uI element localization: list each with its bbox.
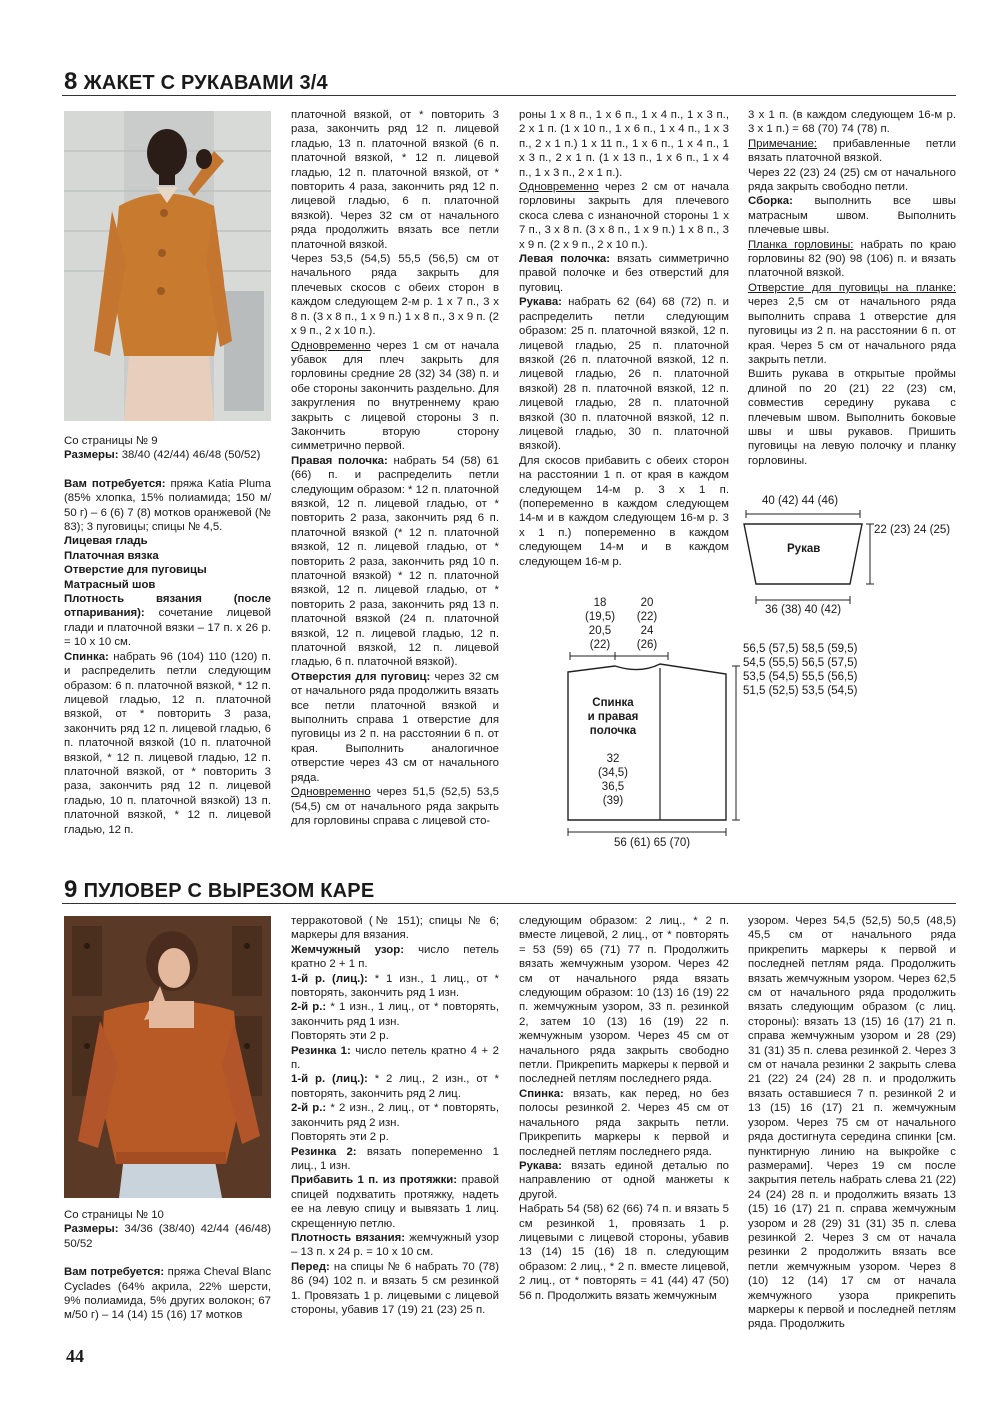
para: узором. Через 54,5 (52,5) 50,5 (48,5) 45,5 см от начального ряда прикрепить маркеры к первой и последней петлям ряда. Продолжить вязать жемчужным узором. Через 62,5 см от начального ряда продолжить вязать следующим образом (с лиц. стороны): вязать 13 (15) 16 (17) 21 п. справа жемчужным узором и 28 (29) 31 (31) 35 п. слева резинкой 2. Через 3 см от начала резинки 2 закрыть слева 21 (22) 24 (24) 28 п. и продолжить вязать оставшиеся 7 п. резинкой 2 и 13 (15) 16 (17) 21 п. жемчужным узором. Через 75 см от начального ряда достигнута середина спинки [см. пунктирную линию на выкройке с размерами]. Через 19 см после закрытия петель набрать слева 21 (22) 24 (24) 28 п. и продолжить вязать 13 (15) 16 (17) 21 п. справа жемчужным узором и 28 (29) 31 (31) 35 п. слева резинкой 2. Через 3 см от начала резинки 2 продолжить вязать все петли жемчужным узором. Через 8 (10) 12 (14) 17 см от начала жемчужного узора прикрепить маркеры к первой и последней петлям ряда. Продолжить — [748, 915, 956, 1331]
para: Вшить рукава в открытые проймы длиной по 20 (21) 22 (23) см, совместив середину рукава с плечевым швом. Выполнить боковые швы и швы рукавов. Пришить пуговицы на левую полочку и планку горловины. — [748, 368, 956, 467]
section8-col2 — [291, 108, 499, 828]
increase: Прибавить 1 п. из протяжки: правой спицей подхватить протяжку, надеть ее на левую спицу и вывязать 1 лиц. скрещенную петлю. — [291, 1174, 499, 1230]
body-diagram — [560, 652, 740, 840]
materials: Вам потребуется: пряжа Cheval Blanc Cyclades (64% акрила, 22% шерсти, 9% полиамида, 5% других волокон; 67 м/50 г) – 14 (14) 15 (16) 17 мотков — [64, 1266, 272, 1322]
note: Примечание: прибавленные петли вязать платочной вязкой. — [748, 137, 957, 165]
section8-rule — [62, 95, 956, 96]
left-front: Левая полочка: вязать симметрично правой полочке и без отверстий для пуговиц. — [519, 253, 729, 294]
section9-number: 9 — [64, 876, 78, 903]
para: Для скосов прибавить с обеих сторон на расстоянии 1 п. от края в каждом следующем 14-м р. 3 х 1 п. (попеременно в каждом следующем 14-м и в каждом следующем 16-м р. 3 х 1 п.) попеременно в каждом следующем 14-м и в каждом следующем 16-м р. — [519, 454, 729, 568]
para: терракотовой (№ 151); спицы № 6; маркеры для вязания. — [291, 915, 499, 942]
sleeve-label: Рукав — [787, 543, 821, 555]
density: Плотность вязания: жемчужный узор – 13 п. х 24 р. = 10 х 10 см. — [291, 1231, 499, 1259]
para: Набрать 54 (58) 62 (66) 74 п. и вязать 5 см резинкой 1, провязать 1 р. лицевыми с лицевой стороны, убавив 13 (14) 15 (16) 18 п. следующим образом: 2 лиц., * 2 п. вместе лицевой, 2 лиц., от * повторять = 41 (44) 47 (50) 56 п. Продолжить вязать жемчужным — [519, 1203, 729, 1302]
density — [64, 592, 271, 650]
sizes-value: 38/40 (42/44) 46/48 (50/52) — [121, 449, 261, 462]
para: следующим образом: 2 лиц., * 2 п. вместе лицевой, 2 лиц., от * повторять = 53 (59) 65 (71) 77 п. Продолжить вязать жемчужным узором. Через 42 см от начального ряда вязать следующим образом: 10 (13) 16 (19) 22 п. жемчужным узором, 33 п. резинкой 2, затем 10 (13) 16 (19) 22 п. жемчужным узором. Через 45 см от начального ряда закрыть свободно петли. Прикрепить маркеры к первой и последней петлям последнего ряда. — [519, 915, 729, 1086]
body-label: Спинка и правая полочка — [587, 697, 639, 737]
section8-col4 — [748, 108, 956, 468]
sleeve-bottom-dim: 36 (38) 40 (42) — [765, 604, 842, 616]
section8-col1 — [64, 434, 271, 837]
section9-rule — [62, 903, 956, 904]
page-number: 44 — [66, 1346, 84, 1366]
sleeves: Рукава: вязать единой деталью по направлению от одной манжеты к другой. — [519, 1159, 730, 1201]
section8-title-text: ЖАКЕТ С РУКАВАМИ 3/4 — [83, 72, 328, 94]
sleeves: Рукава: набрать 62 (64) 68 (72) п. и распределить петли следующим образом: 25 п. платочной вязкой, 12 п. лицевой гладью, 25 п. платочной вязкой (26 п. платочной вязкой, 12 п. лицевой гладью, 26 п. платочной вязкой) 28 п. платочной вязкой, 12 п. лицевой гладью, 28 п. платочной вязкой (30 п. платочной вязкой, 12 п. лицевой гладью, 30 п. платочной вязкой). — [519, 296, 729, 453]
section9-title-text: ПУЛОВЕР С ВЫРЕЗОМ КАРЕ — [83, 880, 375, 902]
density-value: сочетание лицевой глади и платочной вязки – 17 п. х 26 р. = 10 х 10 см. — [64, 607, 271, 649]
back — [64, 650, 271, 837]
buttonholes: Отверстия для пуговиц: через 32 см от начального ряда продолжить вязать все петли платочной вязкой и выполнить справа 1 отверстие для пуговицы из 2 п. на расстоянии 6 п. от края. Выполнить аналогичное отверстие через 43 см от начального ряда. — [291, 670, 499, 784]
from-page: Со страницы № 9 — [64, 435, 158, 447]
sizes: Размеры: 34/36 (38/40) 42/44 (46/48) 50/52 — [64, 1223, 272, 1250]
section9-col1 — [64, 1208, 271, 1323]
stitch-3: Отверстие для пуговицы — [64, 564, 207, 577]
para: роны 1 х 8 п., 1 х 6 п., 1 х 4 п., 1 х 3 п., 2 х 1 п. (1 х 10 п., 1 х 6 п., 1 х 4 п., 1 х 3 п., 2 х 1 п.) 1 х 11 п., 1 х 6 п., 1 х 4 п., 1 х 3 п., 2 х 1 п. (1 х 13 п., 1 х 6 п., 1 х 4 п., 1 х 3 п., 2 х 1 п.). — [519, 109, 729, 179]
section8-title — [64, 68, 328, 96]
repeat: Повторять эти 2 р. — [291, 1030, 389, 1043]
stitch-2: Платочная вязка — [64, 549, 159, 562]
rib-row1: 1-й р. (лиц.): * 2 лиц., 2 изн., от * повторять, закончить ряд 2 лиц. — [291, 1073, 499, 1100]
body-top-left-dims: 18 (19,5) 20,5 (22) — [585, 597, 616, 651]
stitch-4: Матрасный шов — [64, 578, 156, 591]
pullover-photo — [64, 916, 271, 1198]
right-front: Правая полочка: набрать 54 (58) 61 (66) п. и распределить петли следующим образом: * 12 п. платочной вязкой, 12 п. лицевой гладью, от * повторить 2 раза, закончить ряд 6 п. платочной вязкой (* 12 п. платочной вязкой, 12 п. лицевой гладью, от * повторить 2 раза, закончить ряд 10 п. платочной вязкой) * 12 п. платочной вязкой, 12 п. лицевой гладью, от * повторить 2 раза, закончить ряд 13 п. платочной вязкой (24 п. платочной вязкой, 12 п. лицевой гладью, 12 п. платочной вязкой, 12 п. лицевой гладью, 6 п. платочной вязкой). — [291, 454, 500, 669]
section8-col3 — [519, 108, 729, 569]
sleeve-diagram — [740, 508, 880, 608]
body-inner-dims: 32 (34,5) 36,5 (39) — [597, 753, 629, 807]
front: Перед: на спицы № 6 набрать 70 (78) 86 (94) 102 п. и вязать 5 см резинкой 1. Провязать 1 р. лицевыми с лицевой стороны, убавив 17 (19) 21 (23) 25 п. — [291, 1260, 499, 1316]
sleeve-top-dim: 40 (42) 44 (46) — [762, 495, 839, 507]
rib1: Резинка 1: число петель кратно 4 + 2 п. — [291, 1044, 500, 1072]
section9-title — [64, 876, 374, 904]
para: 3 х 1 п. (в каждом следующем 16-м р. 3 х 1 п.) = 68 (70) 74 (78) п. — [748, 109, 956, 136]
back-label: Спинка: — [64, 650, 109, 663]
para: Через 22 (23) 24 (25) см от начального ряда закрыть свободно петли. — [748, 166, 956, 194]
jacket-photo — [64, 111, 271, 421]
para: Одновременно через 51,5 (52,5) 53,5 (54,5) см от начального ряда закрыть для горловины справа с лицевой сто- — [291, 786, 499, 827]
from-page: Со страницы № 10 — [64, 1209, 164, 1221]
rib-row2: 2-й р.: * 2 изн., 2 лиц., от * повторять, закончить ряд 2 изн. — [291, 1102, 499, 1129]
back: Спинка: вязать, как перед, но без полосы резинкой 2. Через 45 см от начального ряда закрыть петли. Прикрепить маркеры к первой и последней петлям последнего ряда. — [519, 1087, 729, 1158]
materials-label: Вам потребуется: — [64, 477, 166, 490]
row2: 2-й р.: * 1 изн., 1 лиц., от * повторять, закончить ряд 1 изн. — [291, 1001, 499, 1028]
para: Одновременно через 1 см от начала убавок для плеч закрыть для горловины средние 28 (32) 34 (38) п. и обе стороны закончить раздельно. Для закругления по внутреннему краю закрыть с лицевой стороны 3 п. Закончить вторую сторону симметрично первой. — [291, 339, 499, 453]
pearl-pattern: Жемчужный узор: число петель кратно 2 + 1 п. — [291, 943, 499, 971]
body-side-dims: 56,5 (57,5) 58,5 (59,5) 54,5 (55,5) 56,5 (57,5) 53,5 (54,5) 55,5 (56,5) 51,5 (52,5) 53,5 (54,5) — [743, 643, 858, 697]
section9-col3 — [519, 914, 729, 1303]
para: Одновременно через 2 см от начала горловины закрыть для плечевого скоса слева с изнаночной стороны 1 х 7 п., 3 х 8 п. (3 х 8 п., 1 х 9 п.) 1 х 8 п., 3 х 9 п. (2 х 9 п., 2 х 10 п.). — [519, 181, 729, 251]
density-label: Плотность вязания (после отпаривания): — [64, 593, 271, 620]
section9-col2 — [291, 914, 499, 1317]
materials — [64, 477, 271, 535]
body-top-right-dims: 20 (22) 24 (26) — [636, 597, 658, 651]
pullover-photo-illustration — [64, 916, 271, 1198]
sizes-label: Размеры: — [64, 449, 119, 462]
sleeve-height-dim: 22 (23) 24 (25) — [874, 524, 951, 536]
materials-value: пряжа Katia Pluma (85% хлопка, 15% полиамида; 150 м/ 50 г) – 6 (6) 7 (8) мотков оранжевой (№ 83); 3 пуговицы; спицы № 4,5. — [64, 477, 272, 534]
back-value: набрать 96 (104) 110 (120) п. и распределить петли следующим образом: 6 п. платочной вязкой, * 12 п. лицевой гладью, 12 п. платочной вязкой, от * повторить 3 раза, закончить ряд 12 п. лицевой гладью, 6 п. платочной вязкой (10 п. платочной вязкой, * 12 п. лицевой гладью, 12 п. платочной вязкой, от * повторить 3 раза, закончить ряд 12 п. лицевой гладью, 10 п. платочной вязкой) 13 п. платочной вязкой, * 12 п. лицевой гладью, 12 п. — [64, 650, 271, 836]
para: платочной вязкой, от * повторить 3 раза, закончить ряд 12 п. лицевой гладью, 13 п. платочной вязкой (6 п. платочной вязкой, * 12 п. лицевой гладью, 12 п. платочной вязкой, от * повторить 4 раза, закончить ряд 12 п. лицевой гладью, 6 п. платочной вязкой). Через 32 см от начального ряда продолжить вязать все петли платочной вязкой. — [291, 109, 499, 251]
jacket-photo-illustration — [64, 111, 271, 421]
para: Через 53,5 (54,5) 55,5 (56,5) см от начального ряда закрыть для плечевых скосов с обеих сторон в каждом следующем 2-м р. 1 х 7 п., 3 х 8 п. (3 х 8 п., 1 х 9 п.) 1 х 8 п., 3 х 9 п. (2 х 9 п., 2 х 10 п.). — [291, 253, 499, 338]
row1: 1-й р. (лиц.): * 1 изн., 1 лиц., от * повторять, закончить ряд 1 изн. — [291, 972, 499, 1000]
section8-number: 8 — [64, 68, 78, 95]
stitch-1: Лицевая гладь — [64, 535, 148, 548]
section9-col4 — [748, 914, 956, 1332]
body-bottom-dim: 56 (61) 65 (70) — [614, 837, 691, 849]
repeat: Повторять эти 2 р. — [291, 1131, 389, 1144]
sizes — [64, 448, 271, 462]
rib2: Резинка 2: вязать попеременно 1 лиц., 1 изн. — [291, 1145, 499, 1172]
assembly: Сборка: выполнить все швы матрасным швом. Выполнить плечевые швы. — [748, 195, 956, 237]
band-buttonhole: Отверстие для пуговицы на планке: через 2,5 см от начального ряда выполнить справа 1 отверстие для пуговицы из 2 п. на расстоянии 6 п. от края. Через 5 см от начального ряда закрыть петли. — [748, 281, 956, 366]
neck-band: Планка горловины: набрать по краю горловины 82 (90) 98 (106) п. и вязать платочной вязкой. — [748, 238, 957, 280]
